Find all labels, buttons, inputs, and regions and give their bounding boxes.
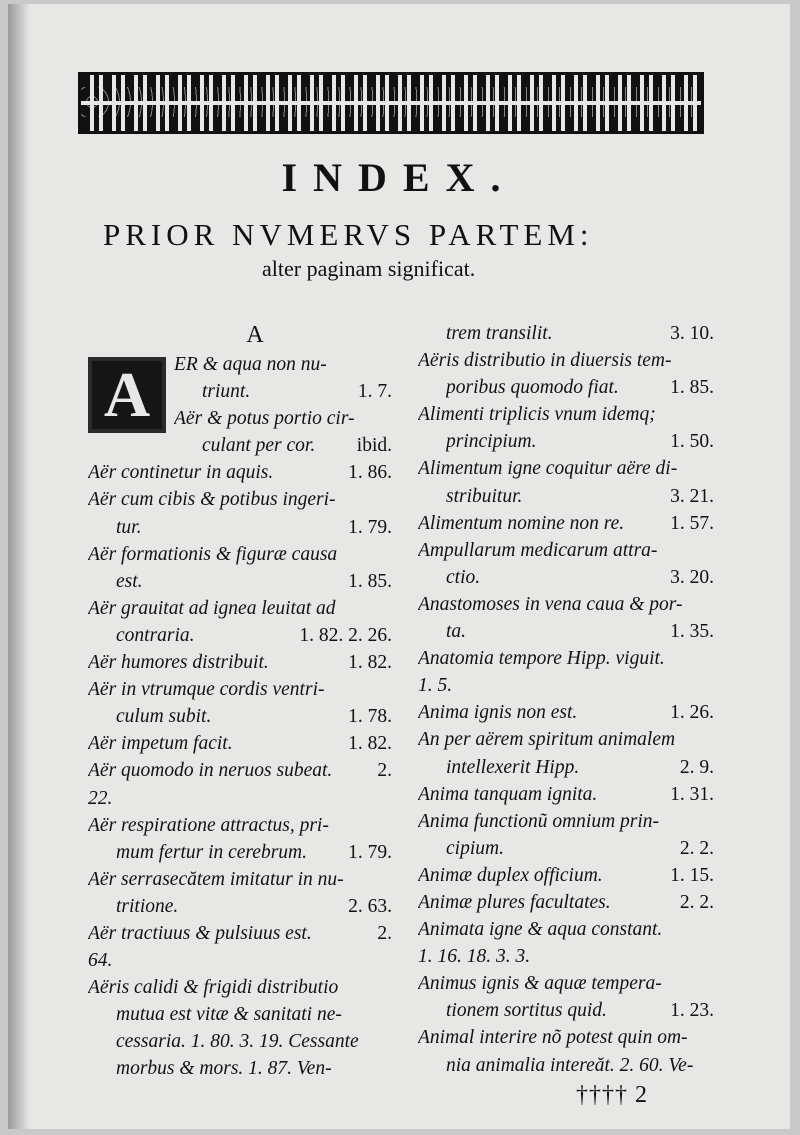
entry-text: Anastomoses in vena caua & por- xyxy=(418,593,683,615)
entry-text: Animus ignis & aquæ tempera- xyxy=(418,973,662,995)
index-column-left xyxy=(88,320,392,1083)
entry-reference: 1. 26. xyxy=(670,702,714,724)
entry-text: Aër quomodo in neruos subeat. xyxy=(88,760,333,782)
entry-line xyxy=(88,974,392,1001)
index-entry xyxy=(88,595,392,649)
entry-line xyxy=(88,703,392,730)
entry-reference: 1. 79. xyxy=(348,516,392,538)
index-entry xyxy=(88,649,392,676)
entry-line xyxy=(418,754,714,781)
entry-text: nia animalia intereăt. 2. 60. Ve- xyxy=(446,1054,694,1076)
entry-text: Aër respiratione attractus, pri- xyxy=(88,814,329,836)
entry-text: ta. xyxy=(446,621,467,643)
entry-line xyxy=(418,347,714,374)
entry-line xyxy=(418,455,714,482)
entry-text: Ampullarum medicarum attra- xyxy=(418,539,658,561)
entry-text: 1. 5. xyxy=(418,675,453,697)
entry-line xyxy=(174,432,392,459)
index-entry xyxy=(418,320,714,347)
entry-line xyxy=(418,320,714,347)
entry-line xyxy=(88,812,392,839)
entry-text: Anima functionũ omnium prin- xyxy=(418,810,660,832)
entry-text: mutua est vitæ & sanitati ne- xyxy=(116,1004,342,1026)
entry-text: poribus quomodo fiat. xyxy=(446,377,619,399)
entry-text: 22. xyxy=(88,787,113,809)
entry-text: tritione. xyxy=(116,895,179,917)
entry-text: tur. xyxy=(116,516,142,538)
entry-reference: 1. 7. xyxy=(357,381,392,403)
index-entry xyxy=(418,781,714,808)
entry-reference: 2. xyxy=(377,760,392,782)
entry-text: ER & aqua non nu- xyxy=(174,354,327,375)
entry-line xyxy=(88,486,392,513)
entry-line xyxy=(88,595,392,622)
entry-text: Aër continetur in aquis. xyxy=(88,462,274,484)
entry-text: Aër in vtrumque cordis ventri- xyxy=(88,679,325,701)
index-entry xyxy=(88,486,392,540)
index-entry xyxy=(88,730,392,757)
entry-text: est. xyxy=(116,570,143,592)
book-page xyxy=(8,4,790,1129)
entry-line xyxy=(174,378,392,405)
entry-text: Aër grauitat ad ignea leuitat ad xyxy=(88,597,336,619)
entry-line xyxy=(88,785,392,812)
entry-text: Aër tractiuus & pulsiuus est. xyxy=(88,922,312,944)
entry-line xyxy=(88,1028,392,1055)
entry-reference: 3. 10. xyxy=(670,323,714,344)
index-entry xyxy=(418,347,714,401)
index-entry xyxy=(418,699,714,726)
entry-text: Aër impetum facit. xyxy=(88,733,233,755)
entry-reference: ibid. xyxy=(356,435,392,457)
entry-reference: 1. 31. xyxy=(670,783,714,805)
index-entry xyxy=(88,541,392,595)
entry-text: Animata igne & aqua constant. xyxy=(418,919,663,941)
entry-text: trem transilit. xyxy=(446,323,553,344)
entry-line xyxy=(418,970,714,997)
entry-line xyxy=(418,1052,714,1079)
entry-line xyxy=(174,351,392,378)
entry-reference: 1. 50. xyxy=(670,431,714,453)
entry-text: principium. xyxy=(446,431,537,453)
entry-text: Alimentum igne coquitur aëre di- xyxy=(418,458,678,480)
index-entry xyxy=(418,808,714,862)
entry-text: Animæ plures facultates. xyxy=(418,891,611,913)
entry-reference: 1. 82. xyxy=(348,733,392,755)
entry-line xyxy=(418,726,714,753)
entry-text: intellexerit Hipp. xyxy=(446,756,580,778)
index-entry xyxy=(418,537,714,591)
entry-reference: 3. 20. xyxy=(670,566,714,588)
dropcap-initial: A xyxy=(88,357,166,433)
entry-line xyxy=(418,672,714,699)
entry-line xyxy=(418,510,714,537)
entry-text: Animal interire nõ potest quin om- xyxy=(418,1027,688,1049)
entry-text: Aër cum cibis & potibus ingeri- xyxy=(88,489,336,511)
entry-reference: 2. xyxy=(377,922,392,944)
entry-text: culant per cor. xyxy=(202,435,316,457)
entry-reference: 1. 82. xyxy=(348,652,392,674)
entry-text: Anatomia tempore Hipp. viguit. xyxy=(418,648,665,670)
entry-text: cipium. xyxy=(446,837,504,859)
entry-line xyxy=(418,537,714,564)
entry-text: Anima tanquam ignita. xyxy=(418,783,598,805)
entry-line xyxy=(418,428,714,455)
entry-line xyxy=(418,699,714,726)
entry-reference: 1. 35. xyxy=(670,621,714,643)
entry-line xyxy=(88,568,392,595)
entry-line xyxy=(88,893,392,920)
entry-line xyxy=(418,835,714,862)
entry-line xyxy=(418,916,714,943)
entry-text: Aër & potus portio cir- xyxy=(174,408,355,430)
index-entry xyxy=(88,405,392,459)
entry-line xyxy=(88,1055,392,1082)
index-entry xyxy=(418,401,714,455)
index-entry xyxy=(418,1024,714,1078)
entry-text: ctio. xyxy=(446,566,481,588)
index-entry xyxy=(88,459,392,486)
index-entry xyxy=(418,970,714,1024)
entry-text: Aëris distributio in diuersis tem- xyxy=(418,350,672,372)
entry-text: Alimenti triplicis vnum idemq; xyxy=(418,404,656,426)
entry-line xyxy=(418,645,714,672)
entry-line xyxy=(418,374,714,401)
entry-reference: 1. 23. xyxy=(670,1000,714,1022)
index-entry xyxy=(418,916,714,970)
entry-line xyxy=(88,730,392,757)
entry-text: 64. xyxy=(88,950,113,972)
entry-reference: 1. 78. xyxy=(348,706,392,728)
entry-line xyxy=(88,839,392,866)
entry-text: An per aërem spiritum animalem xyxy=(418,729,676,751)
entry-text: morbus & mors. 1. 87. Ven- xyxy=(116,1058,332,1080)
entry-reference: 2. 2. xyxy=(679,837,714,859)
entry-text: Animæ duplex officium. xyxy=(418,864,603,886)
entry-line xyxy=(418,862,714,889)
index-entry xyxy=(418,645,714,699)
index-entry xyxy=(418,591,714,645)
entry-reference: 1. 85. xyxy=(670,377,714,399)
entry-text: tionem sortitus quid. xyxy=(446,1000,607,1022)
entry-line xyxy=(418,781,714,808)
entry-text: cessaria. 1. 80. 3. 19. Cessante xyxy=(116,1031,359,1053)
entry-line xyxy=(418,889,714,916)
entry-text: 1. 16. 18. 3. 3. xyxy=(418,946,531,968)
page-title: INDEX. xyxy=(281,155,517,200)
entry-reference: 2. 2. xyxy=(679,891,714,913)
index-column-right xyxy=(418,320,714,1079)
entry-line xyxy=(88,676,392,703)
index-entry xyxy=(88,676,392,730)
entry-line xyxy=(418,564,714,591)
entry-text: Aër humores distribuit. xyxy=(88,652,269,674)
index-entry xyxy=(418,726,714,780)
decorative-header-band xyxy=(78,72,704,134)
entry-line xyxy=(88,541,392,568)
signature-mark: †††† 2 xyxy=(576,1082,648,1108)
entry-line xyxy=(174,405,392,432)
index-entry xyxy=(418,862,714,889)
entry-text: contraria. xyxy=(116,624,195,646)
index-entry xyxy=(418,455,714,509)
entry-reference: 1. 82. 2. 26. xyxy=(299,624,392,646)
entry-reference: 1. 15. xyxy=(670,864,714,886)
entry-line xyxy=(418,997,714,1024)
entry-text: Aër serrasecătem imitatur in nu- xyxy=(88,868,344,890)
entry-line xyxy=(418,591,714,618)
entry-text: triunt. xyxy=(202,381,251,403)
subtitle-line-1: PRIOR NVMERVS PARTEM: xyxy=(103,217,594,252)
index-entry xyxy=(88,757,392,811)
entry-line xyxy=(418,943,714,970)
entry-text: stribuitur. xyxy=(446,485,523,507)
section-letter: A xyxy=(246,322,264,348)
entry-line xyxy=(88,459,392,486)
entry-text: Alimentum nomine non re. xyxy=(418,512,625,534)
index-entry xyxy=(418,510,714,537)
entry-reference: 1. 57. xyxy=(670,512,714,534)
entry-reference: 2. 63. xyxy=(348,895,392,917)
entry-line xyxy=(418,618,714,645)
entry-reference: 1. 86. xyxy=(348,462,392,484)
entry-reference: 3. 21. xyxy=(670,485,714,507)
entry-line xyxy=(88,947,392,974)
entry-line xyxy=(88,622,392,649)
entry-reference: 1. 79. xyxy=(348,841,392,863)
index-entry xyxy=(88,812,392,866)
entry-line xyxy=(88,649,392,676)
entry-line xyxy=(418,483,714,510)
entry-text: culum subit. xyxy=(116,706,212,728)
entry-reference: 2. 9. xyxy=(679,756,714,778)
index-entry xyxy=(88,974,392,1082)
entry-line xyxy=(88,920,392,947)
entry-text: Aëris calidi & frigidi distributio xyxy=(88,977,339,999)
entry-text: mum fertur in cerebrum. xyxy=(116,841,308,863)
subtitle-line-2: alter paginam significat. xyxy=(262,256,476,281)
entry-line xyxy=(88,757,392,784)
entry-text: Aër formationis & figuræ causa xyxy=(88,543,338,565)
index-entry xyxy=(88,866,392,920)
entry-text: Anima ignis non est. xyxy=(418,702,578,724)
index-entry xyxy=(418,889,714,916)
entry-line xyxy=(88,1001,392,1028)
index-entry xyxy=(88,920,392,974)
entry-line xyxy=(88,514,392,541)
entry-line xyxy=(418,1024,714,1051)
entry-line xyxy=(418,401,714,428)
entry-line xyxy=(418,808,714,835)
entry-line xyxy=(88,866,392,893)
entry-reference: 1. 85. xyxy=(348,570,392,592)
